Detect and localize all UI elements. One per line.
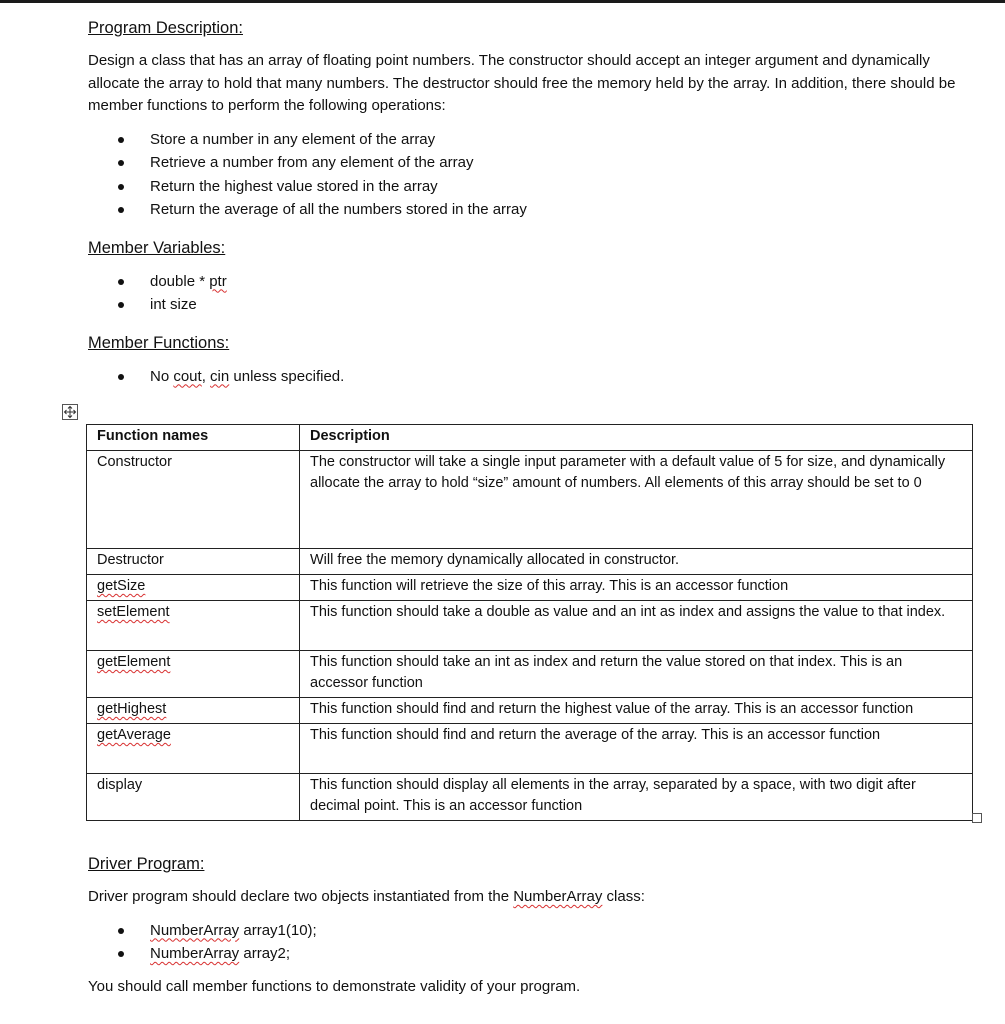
note-separator: , xyxy=(201,367,211,385)
function-name-cell xyxy=(87,698,300,724)
function-description-cell: This function should find and return the highest value of the array. This is an accessor function xyxy=(300,698,973,724)
table-row xyxy=(87,774,973,821)
description-header: Description xyxy=(300,425,973,451)
function-name-cell xyxy=(87,575,300,601)
document-body xyxy=(88,16,978,388)
list-item xyxy=(88,270,978,294)
table-row xyxy=(87,549,973,575)
function-name: getHighest xyxy=(97,701,167,717)
function-description-cell: This function should take an int as index and return the value stored on that index. This is an accessor function xyxy=(300,651,973,698)
note-suffix: unless specified. xyxy=(229,367,345,385)
driver-program-intro xyxy=(88,886,978,909)
class-name: NumberArray xyxy=(150,945,240,962)
program-description-heading: Program Description: xyxy=(88,19,243,37)
list-item xyxy=(88,919,978,943)
note-text: No xyxy=(150,367,174,385)
table-row xyxy=(87,698,973,724)
table-row xyxy=(87,451,973,549)
member-variables-list xyxy=(88,270,978,317)
class-name: NumberArray xyxy=(513,888,603,905)
intro-suffix: class: xyxy=(602,888,645,905)
function-name-cell xyxy=(87,724,300,774)
table-row xyxy=(87,651,973,698)
table-row xyxy=(87,575,973,601)
table-header-row xyxy=(87,425,973,451)
table-row xyxy=(87,601,973,651)
driver-program-closing: You should call member functions to demonstrate validity of your program. xyxy=(88,977,581,995)
member-functions-table xyxy=(86,424,973,821)
driver-program-section xyxy=(88,852,978,998)
function-name-cell: Destructor xyxy=(87,549,300,575)
function-name-cell xyxy=(87,651,300,698)
list-item: Retrieve a number from any element of the array xyxy=(88,151,978,175)
function-name-cell: display xyxy=(87,774,300,821)
variable-type: int size xyxy=(150,296,197,313)
intro-text: Driver program should declare two objects instantiated from the xyxy=(88,888,514,905)
function-description-cell: This function should display all elements in the array, separated by a space, with two digit after decimal point. This is an accessor function xyxy=(300,774,973,821)
driver-objects-list xyxy=(88,919,978,966)
member-functions-notes xyxy=(88,365,978,389)
function-name-cell xyxy=(87,601,300,651)
list-item: Store a number in any element of the array xyxy=(88,128,978,152)
list-item xyxy=(88,942,978,966)
variable-name: ptr xyxy=(209,272,227,290)
operations-list xyxy=(88,128,978,222)
function-name: setElement xyxy=(97,604,170,620)
function-description-cell: The constructor will take a single input parameter with a default value of 5 for size, and dynamically allocate the array to hold “size” amount of numbers. All elements of this array should be set to 0 xyxy=(300,451,973,549)
cout-word: cout xyxy=(173,367,202,385)
table-row xyxy=(87,724,973,774)
list-item: Return the average of all the numbers stored in the array xyxy=(88,198,978,222)
table-move-handle[interactable] xyxy=(62,404,78,420)
program-description-paragraph: Design a class that has an array of floating point numbers. The constructor should accept an integer argument and dynamically allocate the array to hold that many numbers. The destructor should free the memory held by the array. In addition, there should be member functions to perform the following operations: xyxy=(88,52,956,114)
top-border-line xyxy=(0,0,1005,3)
move-arrows-icon xyxy=(63,405,77,419)
member-functions-heading: Member Functions: xyxy=(88,333,230,352)
list-item xyxy=(88,293,978,317)
object-declaration: array2; xyxy=(239,945,291,962)
table-resize-handle[interactable] xyxy=(972,813,982,823)
list-item: Return the highest value stored in the array xyxy=(88,175,978,199)
function-description-cell: This function will retrieve the size of this array. This is an accessor function xyxy=(300,575,973,601)
driver-program-heading: Driver Program: xyxy=(88,855,205,873)
variable-type: double * xyxy=(150,272,210,290)
list-item xyxy=(88,365,978,389)
function-names-header: Function names xyxy=(87,425,300,451)
class-name: NumberArray xyxy=(150,921,240,939)
member-variables-heading: Member Variables: xyxy=(88,238,226,257)
function-name: getAverage xyxy=(97,727,171,743)
function-name-cell: Constructor xyxy=(87,451,300,549)
function-description-cell: Will free the memory dynamically allocated in constructor. xyxy=(300,549,973,575)
function-description-cell: This function should take a double as value and an int as index and assigns the value to that index. xyxy=(300,601,973,651)
cin-word: cin xyxy=(210,367,230,385)
function-description-cell: This function should find and return the average of the array. This is an accessor function xyxy=(300,724,973,774)
function-name: getSize xyxy=(97,578,146,594)
object-declaration: array1(10); xyxy=(239,921,317,939)
function-name: getElement xyxy=(97,654,171,670)
